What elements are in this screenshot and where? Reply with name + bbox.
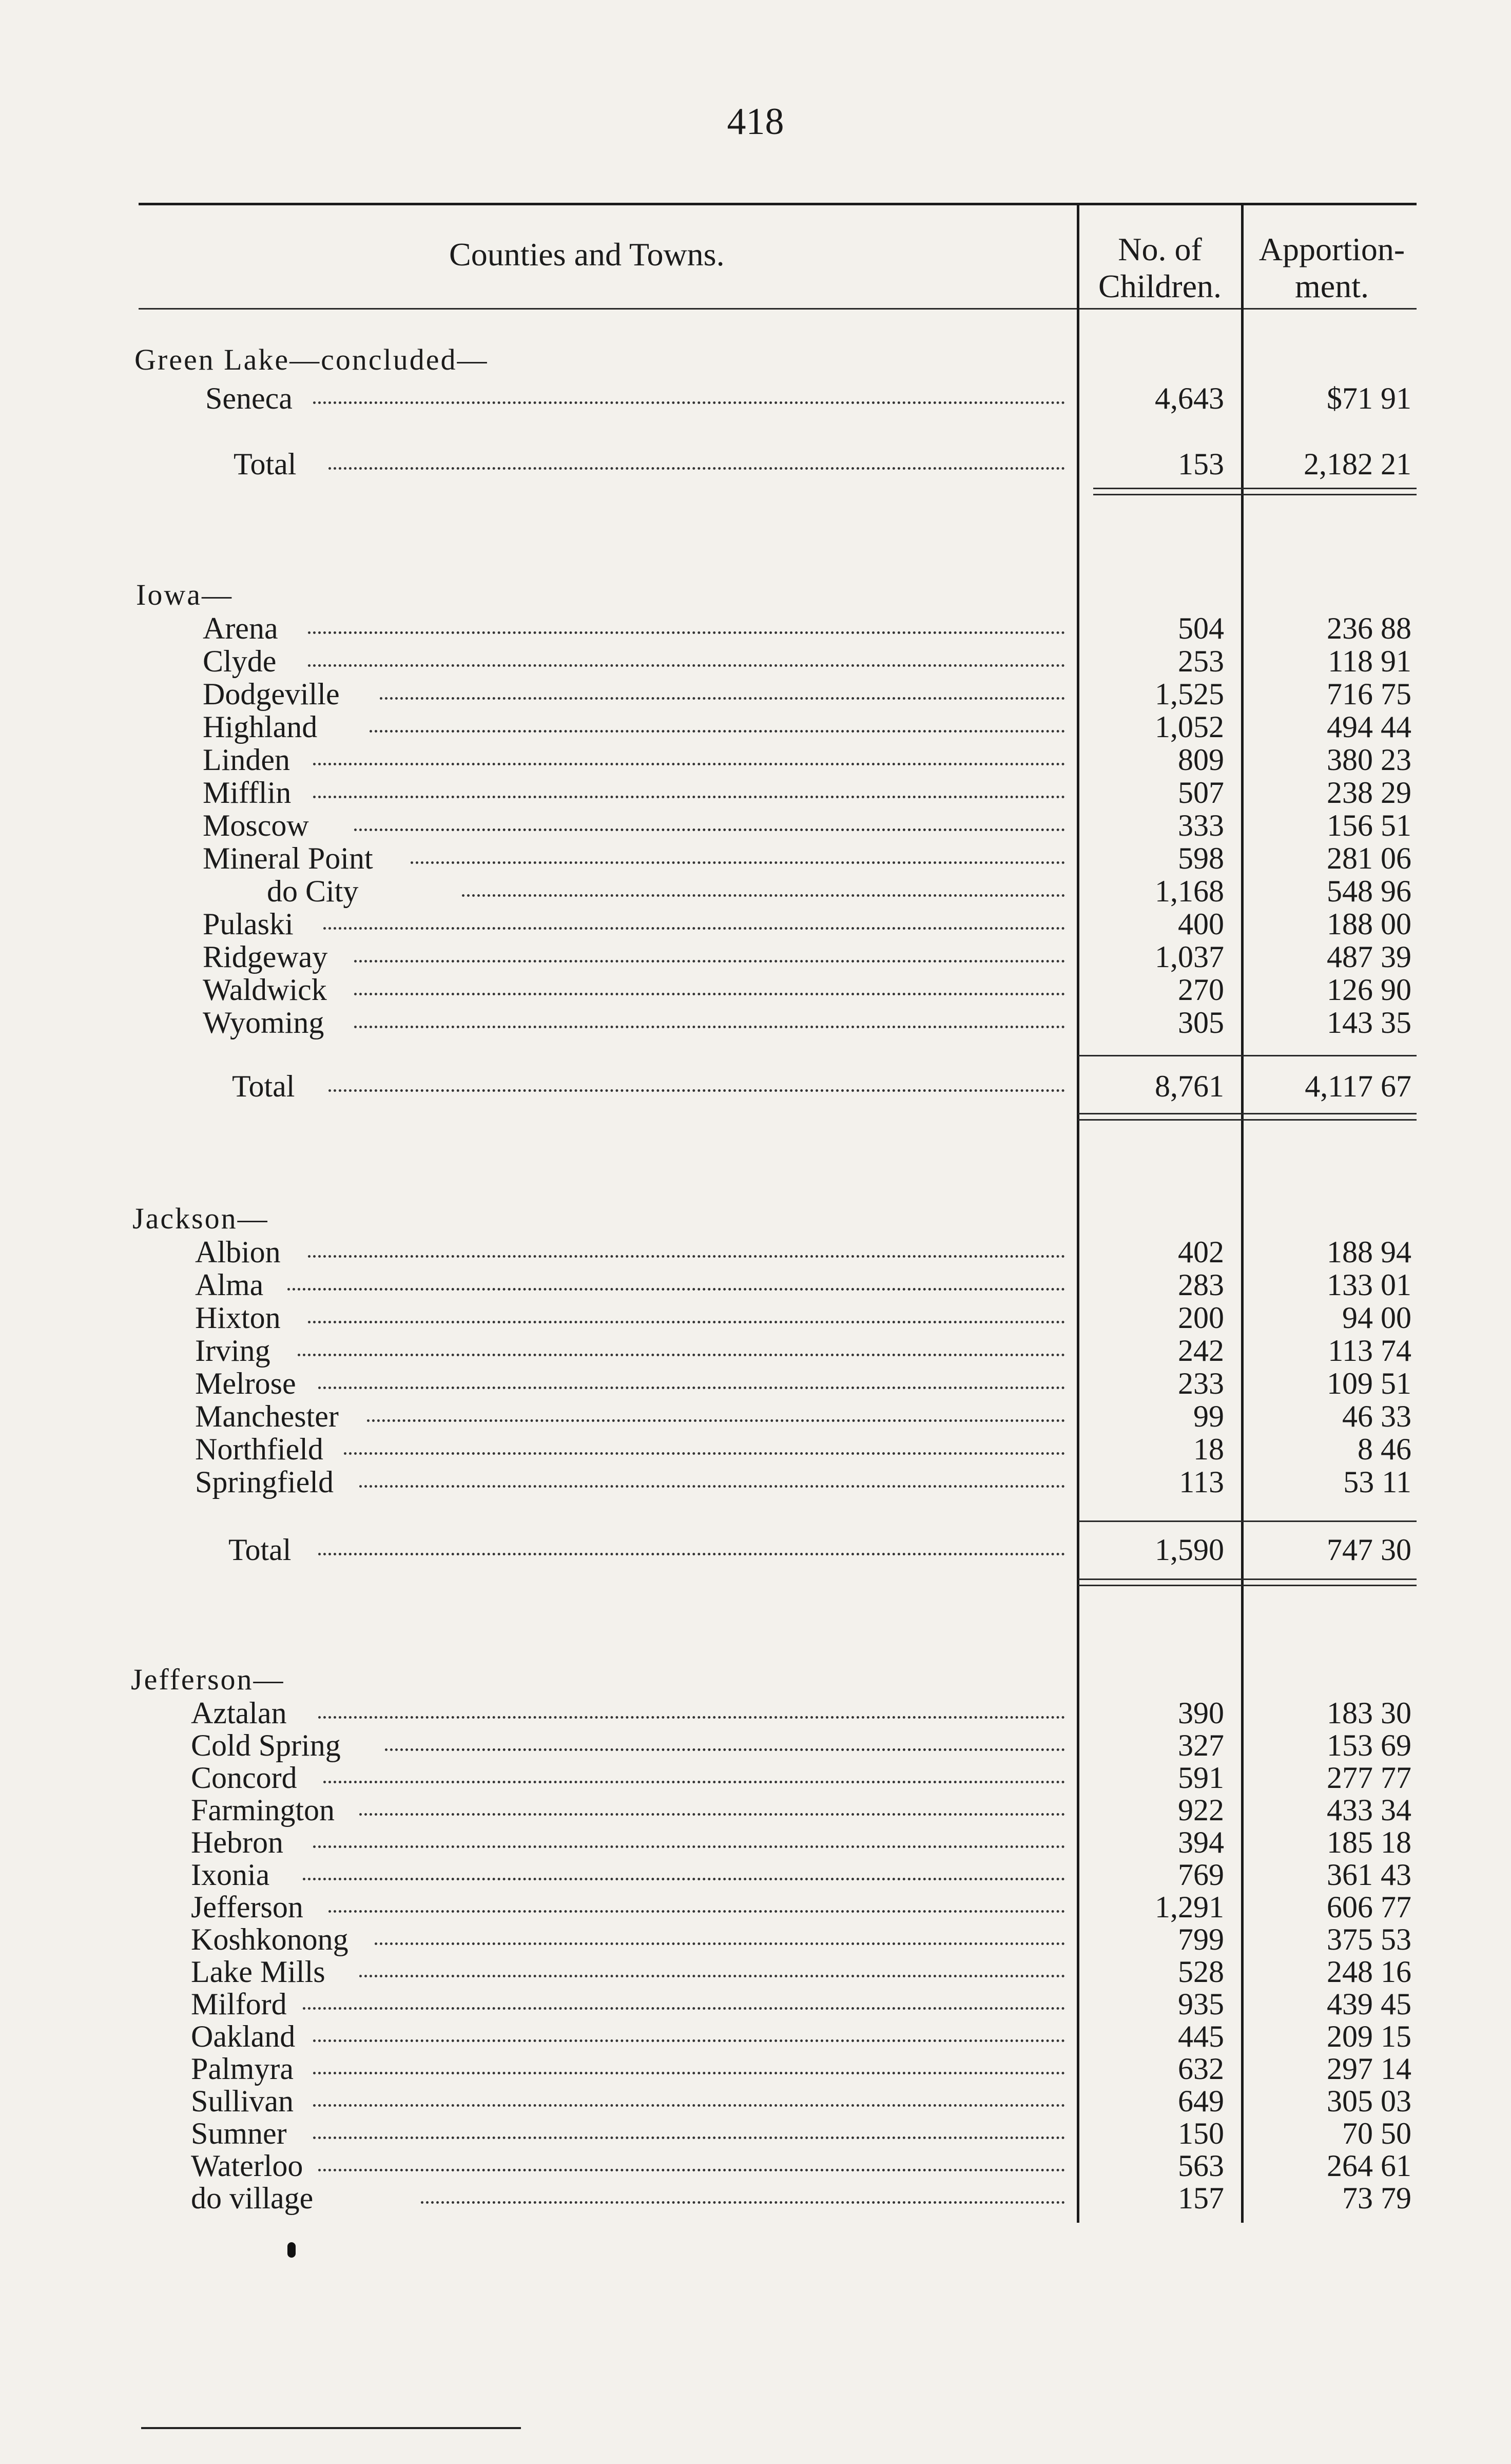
apportionment-amount: 236 88 — [1327, 611, 1411, 645]
dot-leader — [318, 1387, 1065, 1389]
children-count: 445 — [1178, 2019, 1224, 2053]
apportionment-amount: 375 53 — [1327, 1922, 1411, 1956]
header-top-rule — [139, 203, 1417, 205]
town-name: Waterloo — [191, 2149, 303, 2183]
dot-leader — [308, 664, 1065, 667]
town-name: Lake Mills — [191, 1955, 325, 1989]
table-row — [0, 709, 1411, 744]
town-name: Koshkonong — [191, 1922, 348, 1956]
children-count: 99 — [1193, 1399, 1224, 1433]
town-name: Irving — [195, 1334, 270, 1368]
table-row — [0, 1005, 1411, 1040]
town-name: Hebron — [191, 1825, 283, 1859]
children-count: 242 — [1178, 1334, 1224, 1368]
table-row — [0, 939, 1411, 974]
children-count: 799 — [1178, 1922, 1224, 1956]
dot-leader — [318, 2169, 1065, 2171]
table-row — [0, 775, 1411, 810]
town-name: Seneca — [205, 381, 293, 415]
header-apportionment: Apportion-ment. — [1258, 231, 1405, 304]
children-count: 402 — [1178, 1235, 1224, 1269]
apportionment-amount: 153 69 — [1327, 1728, 1411, 1762]
apportionment-amount: 361 43 — [1327, 1858, 1411, 1892]
town-name: Moscow — [203, 808, 309, 842]
town-name: Albion — [195, 1235, 281, 1269]
children-count: 563 — [1178, 2149, 1224, 2183]
apportionment-amount: 156 51 — [1327, 808, 1411, 842]
children-count: 327 — [1178, 1728, 1224, 1762]
apportionment-amount: $71 91 — [1327, 381, 1411, 415]
dot-leader — [370, 730, 1065, 733]
town-name: Arena — [203, 611, 278, 645]
total-underline — [1078, 1119, 1417, 1121]
town-name: Ridgeway — [203, 940, 328, 974]
column-divider-right — [1241, 205, 1244, 2223]
dot-leader — [354, 829, 1065, 831]
table-row — [0, 1987, 1411, 2021]
dot-leader — [328, 1089, 1065, 1092]
dot-leader — [313, 763, 1065, 765]
children-count: 305 — [1178, 1006, 1224, 1040]
children-count: 113 — [1179, 1465, 1224, 1499]
table-row — [0, 2051, 1411, 2086]
town-name: Hixton — [195, 1301, 281, 1335]
children-count: 1,168 — [1155, 874, 1224, 908]
total-label: Total — [232, 1069, 295, 1103]
header-counties-and-towns: Counties and Towns. — [449, 236, 725, 273]
table-row — [0, 1235, 1411, 1269]
dot-leader — [359, 1975, 1065, 1977]
page-number: 418 — [727, 101, 784, 143]
town-name: Jefferson — [191, 1890, 303, 1924]
dot-leader — [375, 1942, 1065, 1945]
table-row — [0, 381, 1411, 415]
dot-leader — [354, 1026, 1065, 1028]
children-count: 253 — [1178, 644, 1224, 678]
apportionment-amount: 188 94 — [1327, 1235, 1411, 1269]
town-name: Springfield — [195, 1465, 334, 1499]
table-row — [0, 1300, 1411, 1335]
children-count: 1,525 — [1155, 677, 1224, 711]
town-name: Melrose — [195, 1366, 296, 1400]
section-heading-green-lake: Green Lake—concluded— — [134, 343, 489, 376]
town-name: Aztalan — [191, 1696, 287, 1730]
dot-leader — [359, 1813, 1065, 1816]
total-row — [0, 1532, 1411, 1567]
dot-leader — [421, 2201, 1065, 2204]
apportionment-amount: 238 29 — [1327, 776, 1411, 810]
apportionment-amount: 94 00 — [1342, 1301, 1411, 1335]
town-name: Mineral Point — [203, 841, 373, 875]
total-children: 8,761 — [1155, 1069, 1224, 1103]
apportionment-amount: 548 96 — [1327, 874, 1411, 908]
apportionment-amount: 439 45 — [1327, 1987, 1411, 2021]
dot-leader — [354, 960, 1065, 962]
town-name: Palmyra — [191, 2052, 294, 2086]
table-row — [0, 874, 1411, 908]
dot-leader — [380, 697, 1065, 700]
total-underline — [1078, 1578, 1417, 1580]
children-count: 1,052 — [1155, 710, 1224, 744]
apportionment-amount: 126 90 — [1327, 973, 1411, 1007]
dot-leader — [313, 2072, 1065, 2074]
town-name: Northfield — [195, 1432, 323, 1466]
dot-leader — [313, 401, 1065, 404]
section-heading-jefferson: Jefferson— — [131, 1663, 285, 1696]
section-heading-iowa: Iowa— — [136, 578, 233, 611]
children-count: 504 — [1178, 611, 1224, 645]
children-count: 598 — [1178, 841, 1224, 875]
total-row — [0, 447, 1411, 481]
total-amount: 747 30 — [1327, 1533, 1411, 1567]
apportionment-amount: 248 16 — [1327, 1955, 1411, 1989]
dot-leader — [303, 2007, 1065, 2010]
apportionment-amount: 433 34 — [1327, 1793, 1411, 1827]
dot-leader — [313, 2039, 1065, 2042]
dot-leader — [298, 1354, 1065, 1356]
table-row — [0, 972, 1411, 1007]
apportionment-amount: 305 03 — [1327, 2084, 1411, 2118]
dot-leader — [328, 1910, 1065, 1913]
total-children: 1,590 — [1155, 1533, 1224, 1567]
town-name: Waldwick — [203, 973, 327, 1007]
table-row — [0, 841, 1411, 875]
sum-rule — [1078, 1520, 1417, 1522]
dot-leader — [462, 894, 1065, 897]
table-row — [0, 611, 1411, 645]
apportionment-amount: 380 23 — [1327, 743, 1411, 777]
header-bottom-rule — [139, 308, 1417, 310]
table-row — [0, 1399, 1411, 1433]
total-amount: 2,182 21 — [1304, 447, 1411, 481]
dot-leader — [323, 1781, 1065, 1783]
table-row — [0, 2148, 1411, 2183]
ink-mark — [287, 2242, 296, 2258]
children-count: 1,291 — [1155, 1890, 1224, 1924]
table-row — [0, 1333, 1411, 1368]
town-name: Linden — [203, 743, 290, 777]
children-count: 390 — [1178, 1696, 1224, 1730]
children-count: 233 — [1178, 1366, 1224, 1400]
table-row — [0, 1267, 1411, 1302]
apportionment-amount: 264 61 — [1327, 2149, 1411, 2183]
apportionment-amount: 606 77 — [1327, 1890, 1411, 1924]
children-count: 18 — [1193, 1432, 1224, 1466]
town-name: Oakland — [191, 2019, 296, 2053]
dot-leader — [359, 1485, 1065, 1488]
apportionment-amount: 46 33 — [1342, 1399, 1411, 1433]
dot-leader — [308, 1321, 1065, 1323]
table-row — [0, 1728, 1411, 1762]
apportionment-amount: 70 50 — [1342, 2116, 1411, 2150]
town-name: Ixonia — [191, 1858, 270, 1892]
table-row — [0, 1696, 1411, 1730]
table-row — [0, 1825, 1411, 1859]
total-children: 153 — [1178, 447, 1224, 481]
children-count: 507 — [1178, 776, 1224, 810]
apportionment-amount: 143 35 — [1327, 1006, 1411, 1040]
apportionment-amount: 73 79 — [1342, 2181, 1411, 2215]
children-count: 528 — [1178, 1955, 1224, 1989]
children-count: 935 — [1178, 1987, 1224, 2021]
children-count: 270 — [1178, 973, 1224, 1007]
table-row — [0, 2084, 1411, 2118]
table-row — [0, 808, 1411, 842]
town-name: Alma — [195, 1268, 264, 1302]
table-row — [0, 1432, 1411, 1466]
total-underline — [1093, 494, 1417, 495]
dot-leader — [344, 1452, 1065, 1455]
table-row — [0, 1890, 1411, 1924]
sum-rule — [1078, 1055, 1417, 1056]
dot-leader — [367, 1419, 1065, 1422]
apportionment-amount: 716 75 — [1327, 677, 1411, 711]
children-count: 649 — [1178, 2084, 1224, 2118]
apportionment-amount: 188 00 — [1327, 907, 1411, 941]
dot-leader — [354, 993, 1065, 995]
town-name: Sumner — [191, 2116, 287, 2150]
table-row — [0, 1793, 1411, 1827]
dot-leader — [323, 927, 1065, 930]
town-name: Concord — [191, 1761, 297, 1795]
dot-leader — [308, 631, 1065, 634]
town-name: Cold Spring — [191, 1728, 341, 1762]
children-count: 283 — [1178, 1268, 1224, 1302]
dot-leader — [308, 1255, 1065, 1258]
table-row — [0, 1465, 1411, 1499]
children-count: 400 — [1178, 907, 1224, 941]
table-row — [0, 1857, 1411, 1892]
table-row — [0, 677, 1411, 711]
table-row — [0, 1366, 1411, 1400]
dot-leader — [313, 2136, 1065, 2139]
total-label: Total — [234, 447, 297, 481]
apportionment-amount: 118 91 — [1328, 644, 1411, 678]
town-name: Farmington — [191, 1793, 335, 1827]
children-count: 4,643 — [1155, 381, 1224, 415]
town-name: Dodgeville — [203, 677, 340, 711]
children-count: 150 — [1178, 2116, 1224, 2150]
table-row — [0, 2116, 1411, 2150]
total-amount: 4,117 67 — [1305, 1069, 1411, 1103]
dot-leader — [385, 1748, 1065, 1751]
apportionment-amount: 183 30 — [1327, 1696, 1411, 1730]
total-underline — [1093, 488, 1417, 489]
children-count: 922 — [1178, 1793, 1224, 1827]
table-row — [0, 907, 1411, 941]
children-count: 591 — [1178, 1761, 1224, 1795]
apportionment-amount: 133 01 — [1327, 1268, 1411, 1302]
town-name: Pulaski — [203, 907, 294, 941]
table-row — [0, 2181, 1411, 2215]
apportionment-amount: 487 39 — [1327, 940, 1411, 974]
total-label: Total — [228, 1533, 292, 1567]
table-row — [0, 644, 1411, 678]
section-heading-jackson: Jackson— — [132, 1202, 269, 1235]
apportionment-amount: 8 46 — [1358, 1432, 1411, 1466]
header-number-of-children: No. of Children. — [1098, 231, 1222, 304]
apportionment-amount: 185 18 — [1327, 1825, 1411, 1859]
total-underline — [1078, 1585, 1417, 1586]
children-count: 394 — [1178, 1825, 1224, 1859]
children-count: 200 — [1178, 1301, 1224, 1335]
apportionment-amount: 297 14 — [1327, 2052, 1411, 2086]
children-count: 809 — [1178, 743, 1224, 777]
town-name: Mifflin — [203, 776, 292, 810]
children-count: 1,037 — [1155, 940, 1224, 974]
children-count: 157 — [1178, 2181, 1224, 2215]
total-row — [0, 1069, 1411, 1103]
town-name: do village — [191, 2181, 314, 2215]
town-name: Manchester — [195, 1399, 339, 1433]
apportionment-amount: 113 74 — [1328, 1334, 1411, 1368]
total-underline — [1078, 1113, 1417, 1114]
town-name: Highland — [203, 710, 318, 744]
apportionment-amount: 53 11 — [1343, 1465, 1411, 1499]
table-row — [0, 1922, 1411, 1956]
town-name: Clyde — [203, 644, 277, 678]
town-name: Milford — [191, 1987, 287, 2021]
table-row — [0, 2019, 1411, 2053]
table-row — [0, 1954, 1411, 1989]
apportionment-amount: 209 15 — [1327, 2019, 1411, 2053]
children-count: 769 — [1178, 1858, 1224, 1892]
dot-leader — [313, 1845, 1065, 1848]
footnote-rule — [141, 2427, 521, 2429]
town-name: do City — [267, 874, 359, 908]
apportionment-amount: 494 44 — [1327, 710, 1411, 744]
apportionment-amount: 109 51 — [1327, 1366, 1411, 1400]
town-name: Sullivan — [191, 2084, 294, 2118]
dot-leader — [313, 796, 1065, 798]
dot-leader — [303, 1878, 1065, 1880]
dot-leader — [318, 1553, 1065, 1555]
apportionment-amount: 281 06 — [1327, 841, 1411, 875]
dot-leader — [328, 467, 1065, 470]
apportionment-amount: 277 77 — [1327, 1761, 1411, 1795]
children-count: 632 — [1178, 2052, 1224, 2086]
dot-leader — [287, 1288, 1065, 1291]
town-name: Wyoming — [203, 1006, 324, 1040]
dot-leader — [411, 861, 1065, 864]
children-count: 333 — [1178, 808, 1224, 842]
dot-leader — [318, 1716, 1065, 1719]
table-row — [0, 1760, 1411, 1795]
dot-leader — [313, 2104, 1065, 2107]
table-row — [0, 742, 1411, 777]
